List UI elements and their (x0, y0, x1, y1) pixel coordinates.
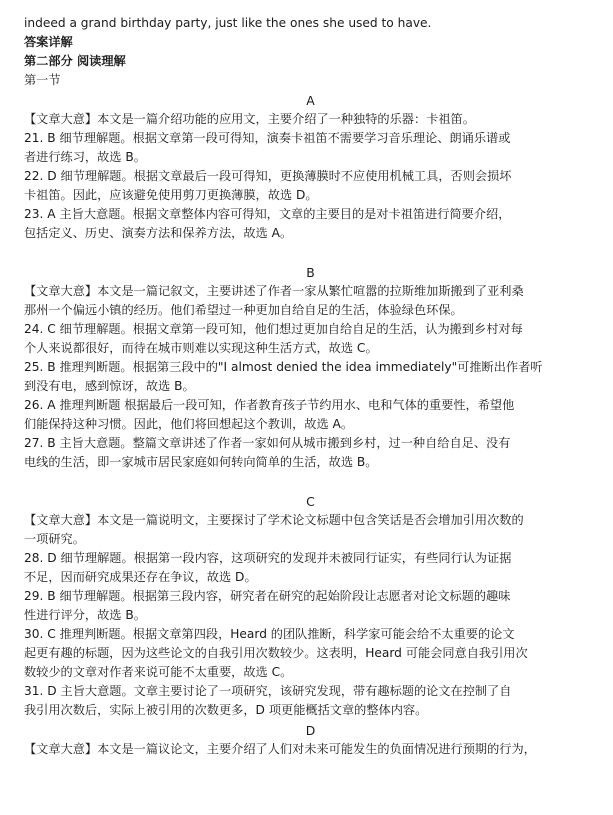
section-a-line: 23. A 主旨大意题。根据文章整体内容可得知，文章的主要目的是对卡祖笛进行简要介绍， (24, 207, 511, 221)
section-d-line: 【文章大意】本文是一篇议论文，主要介绍了人们对未来可能发生的负面情况进行预期的行为， (24, 742, 536, 756)
section1-heading: 第一节 (24, 73, 61, 87)
section-b-body (24, 282, 597, 472)
section-a-line: 【文章大意】本文是一篇介绍功能的应用文，主要介绍了一种独特的乐器：卡祖笛。 (24, 112, 475, 126)
section-c-line: 29. B 细节理解题。根据第三段内容，研究者在研究的起始阶段让志愿者对论文标题的趣味 (24, 589, 511, 603)
section-c-line: 不足，因而研究成果还存在争议，故选 D。 (24, 570, 257, 584)
section-b-line: 个人来说都很好，而待在城市则难以实现这种生活方式，故选 C。 (24, 341, 378, 355)
section-c-line: 一项研究。 (24, 532, 85, 546)
section-b-line: 到没有电，感到惊讶，故选 B。 (24, 379, 195, 393)
section-a-line: 者进行练习，故选 B。 (24, 150, 146, 164)
part2-heading: 第二部分 阅读理解 (24, 54, 126, 68)
answers-heading: 答案详解 (24, 35, 73, 49)
section-b-line: 【文章大意】本文是一篇记叙文，主要讲述了作者一家从繁忙喧嚣的拉斯维加斯搬到了亚利桑 (24, 284, 524, 298)
section-b-line: 25. B 推理判断题。根据第三段中的"I almost denied the idea immediately"可推断出作者听 (24, 360, 543, 374)
section-d-letter: D (305, 723, 316, 738)
section-a-letter: A (306, 93, 315, 108)
section-b-line: 26. A 推理判断题 根据最后一段可知，作者教育孩子节约用水、电和气体的重要性，希望他 (24, 398, 515, 412)
section-b-line: 27. B 主旨大意题。整篇文章讲述了作者一家如何从城市搬到乡村，过一种自给自足、没有 (24, 436, 511, 450)
section-b-letter: B (306, 265, 315, 280)
section-b-line: 24. C 细节理解题。根据文章第一段可知，他们想过更加自给自足的生活，认为搬到乡村对每 (24, 322, 523, 336)
section-c-line: 性进行评分，故选 B。 (24, 608, 146, 622)
intro-line: indeed a grand birthday party, just like the ones she used to have. (24, 16, 432, 30)
section-a-line: 包括定义、历史、演奏方法和保养方法，故选 A。 (24, 226, 293, 240)
section-c-line: 起更有趣的标题，因为这些论文的自我引用次数较少。这表明，Heard 可能会同意自我引用次 (24, 646, 528, 660)
section-b-line: 们能保持这种习惯。因此，他们将回想起这个教训，故选 A。 (24, 417, 354, 431)
section-c-line: 数较少的文章对作者来说可能不太重要，故选 C。 (24, 665, 293, 679)
section-c-line: 我引用次数后，实际上被引用的次数更多，D 项更能概括文章的整体内容。 (24, 703, 428, 717)
section-a-body (24, 110, 597, 243)
section-c-line: 31. D 主旨大意题。文章主要讨论了一项研究，该研究发现，带有趣标题的论文在控制了自 (24, 684, 512, 698)
section-b-line: 那州一个偏远小镇的经历。他们希望过一种更加自给自足的生活，体验绿色环保。 (24, 303, 463, 317)
section-c-line: 【文章大意】本文是一篇说明文，主要探讨了学术论文标题中包含笑话是否会增加引用次数的 (24, 513, 524, 527)
section-a-line: 卡祖笛。因此，应该避免使用剪刀更换薄膜，故选 D。 (24, 188, 318, 202)
section-b-line: 电线的生活，即一家城市居民家庭如何转向简单的生活，故选 B。 (24, 455, 378, 469)
section-c-line: 30. C 推理判断题。根据文章第四段，Heard 的团队推断，科学家可能会给不太重要的论文 (24, 627, 515, 641)
section-c-letter: C (306, 494, 315, 509)
section-a-line: 21. B 细节理解题。根据文章第一段可得知，演奏卡祖笛不需要学习音乐理论、朗诵乐谱或 (24, 131, 511, 145)
section-d-body (24, 740, 597, 759)
section-c-line: 28. D 细节理解题。根据第一段内容，这项研究的发现并未被同行证实，有些同行认为证据 (24, 551, 512, 565)
section-a-line: 22. D 细节理解题。根据文章最后一段可得知，更换薄膜时不应使用机械工具，否则会损坏 (24, 169, 512, 183)
section-c-body (24, 511, 597, 720)
